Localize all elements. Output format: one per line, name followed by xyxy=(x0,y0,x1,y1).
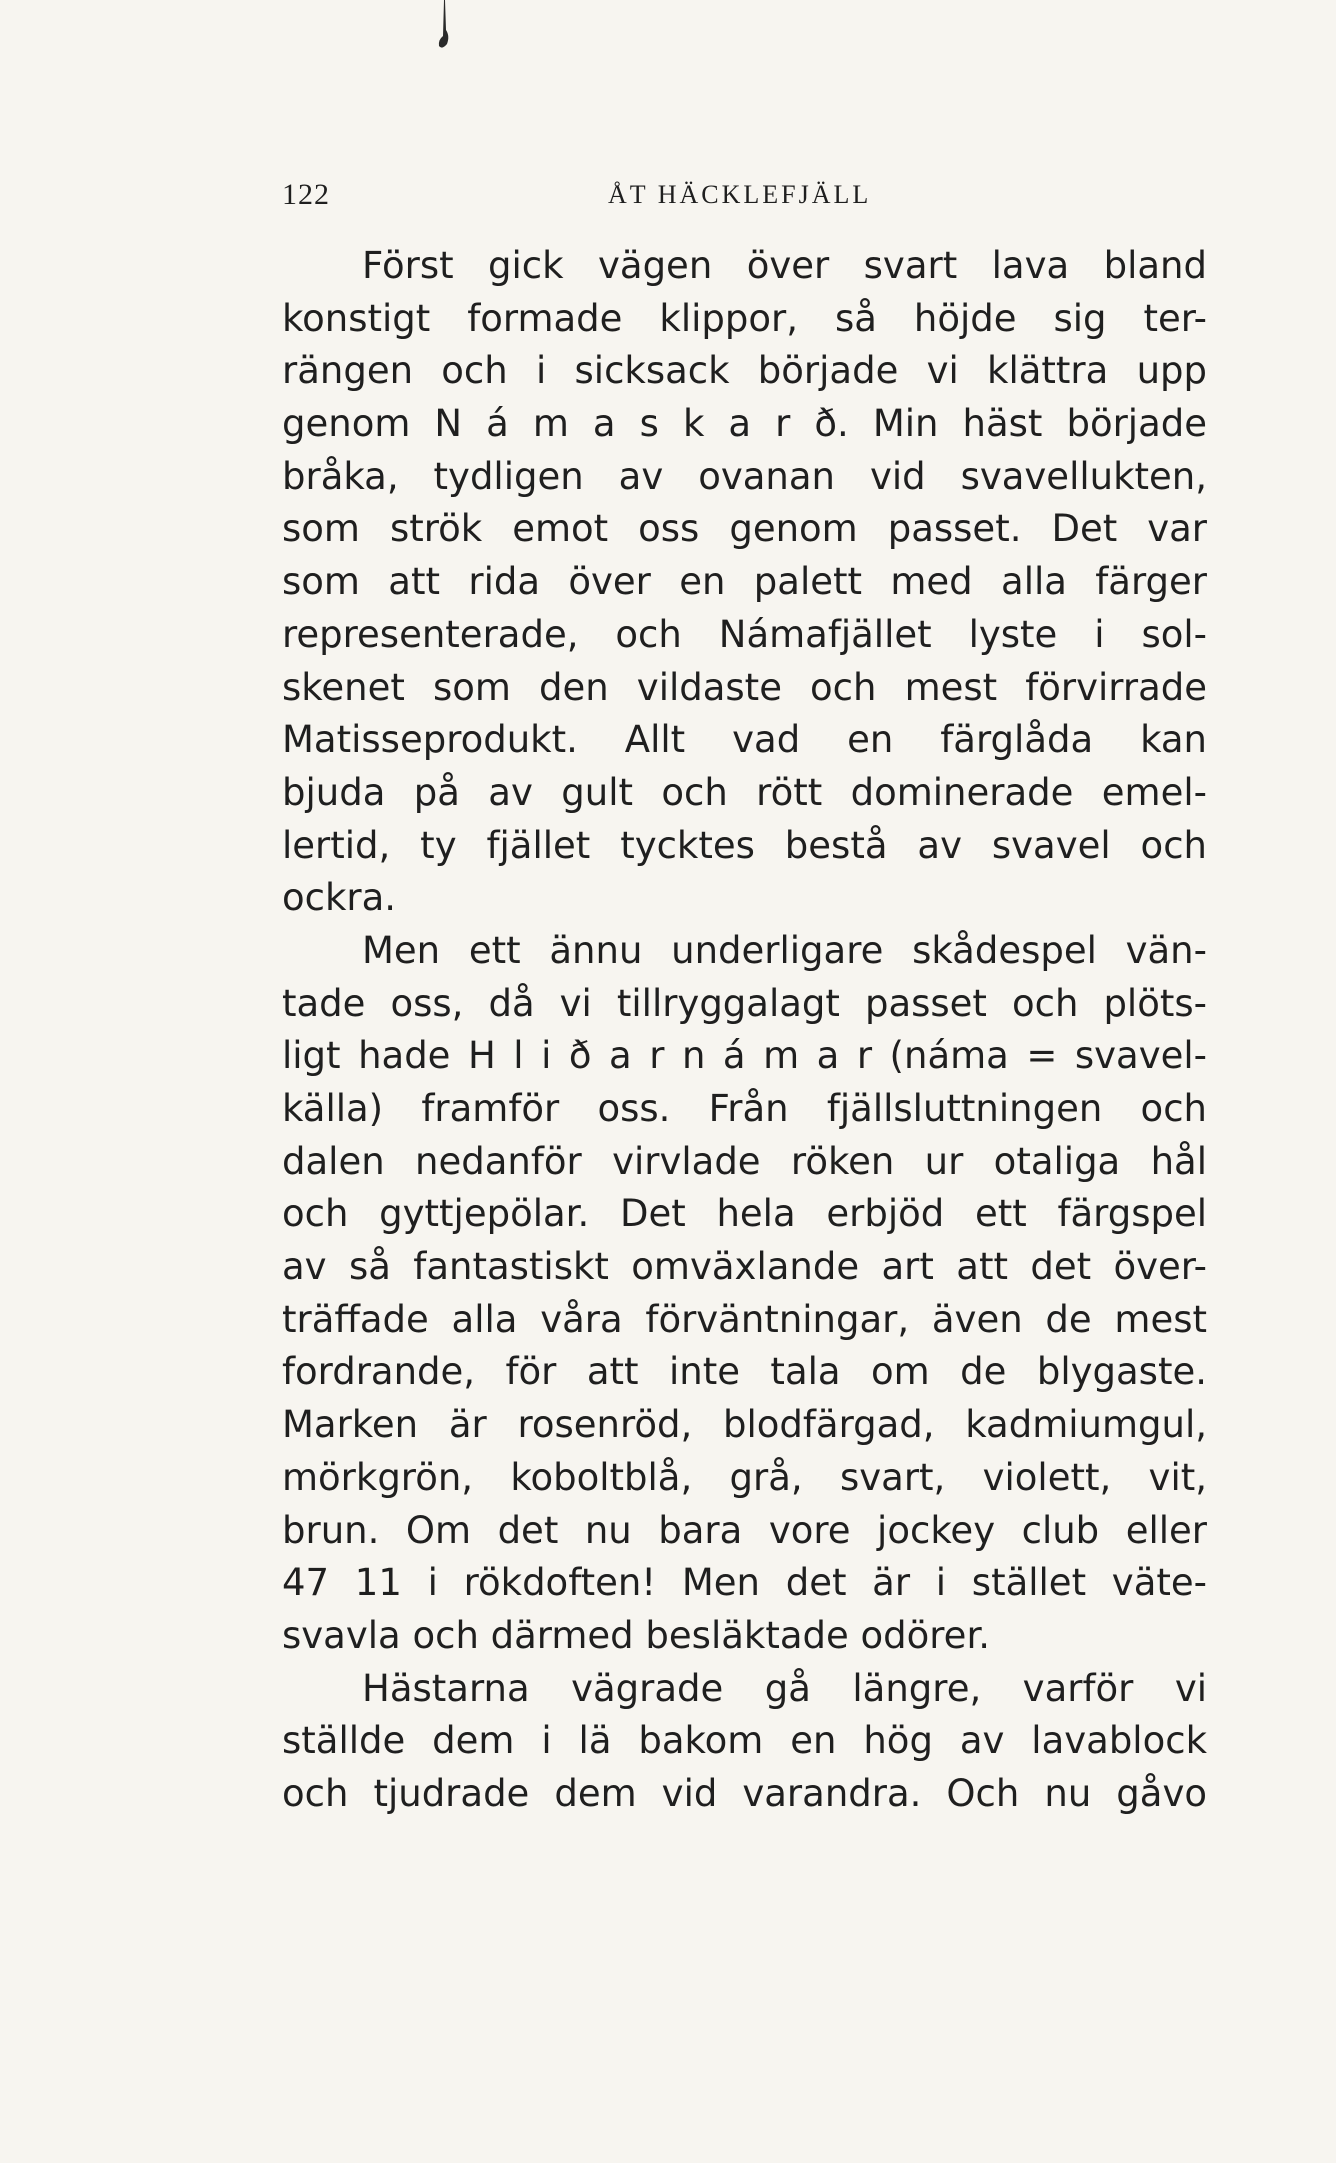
text-line: bjuda på av gult och rött dominerade emel- xyxy=(282,770,1207,814)
text-line: Men ett ännu underligare skådespel vän- xyxy=(362,928,1207,972)
text-line: Matisseprodukt. Allt vad en färglåda kan xyxy=(282,718,1207,762)
text-line: tade oss, då vi tillryggalagt passet och plöts- xyxy=(282,981,1207,1025)
text-line: träffade alla våra förväntningar, även de mest xyxy=(282,1297,1207,1341)
text-line: bråka, tydligen av ovanan vid svavellukten, xyxy=(282,454,1207,498)
running-head: ÅT HÄCKLEFJÄLL xyxy=(608,180,872,209)
text-line: lertid, ty fjället tycktes bestå av svavel och xyxy=(282,823,1207,867)
text-line: ockra. xyxy=(282,876,397,920)
text-line: som strök emot oss genom passet. Det var xyxy=(282,507,1207,551)
text-line: dalen nedanför virvlade röken ur otaliga hål xyxy=(282,1139,1207,1183)
text-line: mörkgrön, koboltblå, grå, svart, violett, vit, xyxy=(282,1455,1207,1499)
text-line: och tjudrade dem vid varandra. Och nu gåvo xyxy=(282,1771,1207,1815)
text-line: av så fantastiskt omväxlande art att det över- xyxy=(282,1245,1207,1289)
text-line: skenet som den vildaste och mest förvirrade xyxy=(282,665,1207,709)
ink-blot xyxy=(430,0,460,60)
text-line: brun. Om det nu bara vore jockey club eller xyxy=(282,1508,1207,1552)
text-line: representerade, och Námafjället lyste i sol- xyxy=(282,612,1207,656)
text-line: rängen och i sicksack började vi klättra upp xyxy=(282,349,1207,393)
text-line: 47 11 i rökdoften! Men det är i stället väte- xyxy=(282,1561,1207,1605)
text-line: Hästarna vägrade gå längre, varför vi xyxy=(362,1666,1207,1710)
text-line: fordrande, för att inte tala om de blygaste. xyxy=(282,1350,1207,1394)
text-line: genom N á m a s k a r ð. Min häst började xyxy=(282,402,1207,446)
text-line: konstigt formade klippor, så höjde sig ter- xyxy=(282,296,1207,340)
text-line: källa) framför oss. Från fjällsluttningen och xyxy=(282,1087,1207,1130)
text-line: ligt hade H l i ð a r n á m a r (náma = svavel- xyxy=(282,1034,1207,1078)
body-text xyxy=(282,240,1207,1821)
text-line: ställde dem i lä bakom en hög av lavablock xyxy=(282,1719,1207,1763)
text-line: svavla och därmed besläktade odörer. xyxy=(282,1613,991,1657)
text-line: Först gick vägen över svart lava bland xyxy=(362,244,1207,287)
page-number: 122 xyxy=(282,178,330,211)
text-line: som att rida över en palett med alla färger xyxy=(282,560,1207,604)
text-line: Marken är rosenröd, blodfärgad, kadmiumgul, xyxy=(282,1403,1207,1447)
text-line: och gyttjepölar. Det hela erbjöd ett färgspel xyxy=(282,1192,1207,1236)
page-header xyxy=(282,178,1182,218)
